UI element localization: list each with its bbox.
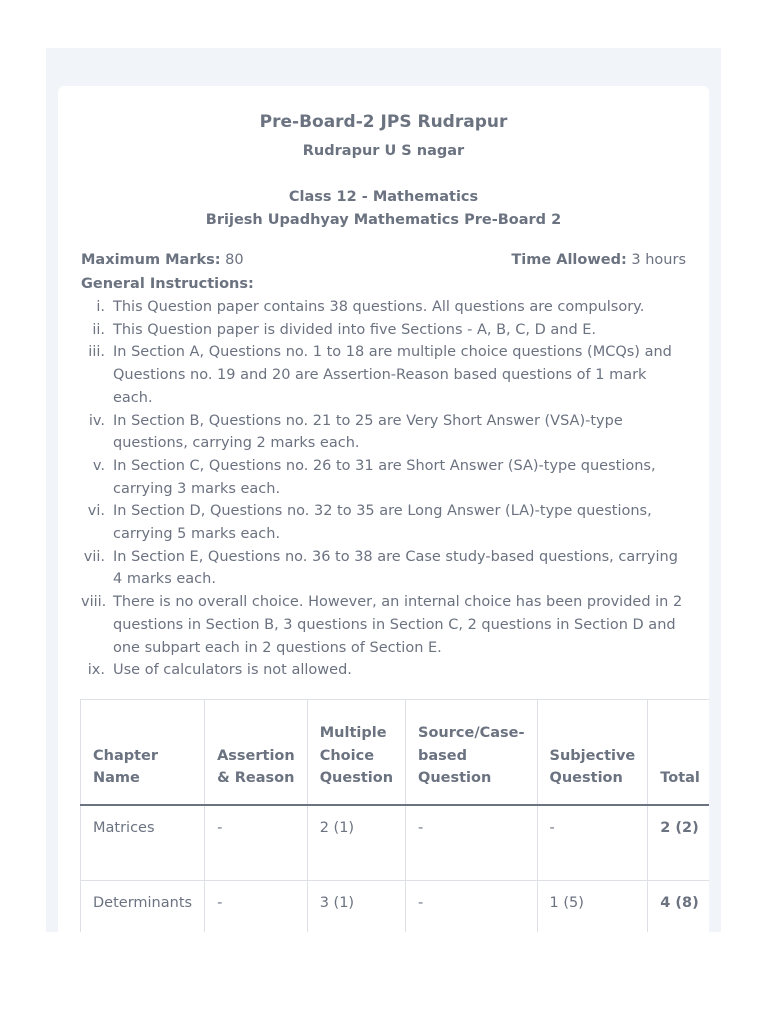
instruction-text: This Question paper is divided into five Sections - A, B, C, D and E. bbox=[113, 321, 597, 338]
instruction-number: iii. bbox=[88, 344, 105, 361]
max-marks-label: Maximum Marks: bbox=[81, 252, 221, 268]
cell-case: - bbox=[406, 881, 538, 933]
cell-total: 4 (8) bbox=[648, 881, 709, 933]
chapter-table bbox=[80, 699, 709, 932]
instruction-number: ii. bbox=[92, 321, 105, 338]
instructions-list bbox=[81, 296, 686, 682]
instruction-text: In Section C, Questions no. 26 to 31 are Short Answer (SA)-type questions, carrying 3 marks each. bbox=[113, 457, 656, 497]
cell-assertion: - bbox=[205, 881, 308, 933]
instruction-number: ix. bbox=[87, 662, 105, 679]
instruction-number: vii. bbox=[83, 548, 105, 565]
instruction-item bbox=[81, 455, 686, 500]
instruction-item bbox=[81, 546, 686, 591]
school-location: Rudrapur U S nagar bbox=[302, 143, 465, 159]
col-case-based: Source/Case-based Question bbox=[406, 700, 538, 806]
instruction-number: iv. bbox=[88, 412, 105, 429]
instructions-heading: General Instructions: bbox=[81, 276, 254, 292]
cell-total: 2 (2) bbox=[648, 805, 709, 881]
instruction-item bbox=[81, 659, 686, 682]
instruction-text: In Section E, Questions no. 36 to 38 are Case study-based questions, carrying 4 marks each. bbox=[113, 548, 678, 588]
cell-subjective: - bbox=[537, 805, 648, 881]
instruction-item bbox=[81, 410, 686, 455]
table-row bbox=[81, 805, 710, 881]
time-value: 3 hours bbox=[631, 252, 686, 268]
page-background bbox=[46, 48, 721, 932]
cell-chapter: Determinants bbox=[81, 881, 205, 933]
instruction-item bbox=[81, 591, 686, 659]
col-total: Total bbox=[648, 700, 709, 806]
col-mcq: Multiple Choice Question bbox=[307, 700, 405, 806]
instruction-item bbox=[81, 500, 686, 545]
instruction-text: There is no overall choice. However, an internal choice has been provided in 2 questions in Section B, 3 questions in Section C, 2 questions in Section D and one subpart each in 2 questions of Section E. bbox=[113, 594, 683, 656]
time-allowed bbox=[511, 252, 686, 268]
cell-case: - bbox=[406, 805, 538, 881]
cell-assertion: - bbox=[205, 805, 308, 881]
school-title: Pre-Board-2 JPS Rudrapur bbox=[259, 112, 508, 132]
cell-mcq: 2 (1) bbox=[307, 805, 405, 881]
instruction-number: i. bbox=[96, 299, 105, 315]
class-subject: Class 12 - Mathematics bbox=[288, 189, 479, 205]
instruction-item bbox=[81, 296, 686, 319]
instruction-text: In Section A, Questions no. 1 to 18 are multiple choice questions (MCQs) and Questions no. 19 and 20 are Assertion-Reason based questions of 1 mark each. bbox=[113, 344, 672, 406]
col-subjective: Subjective Question bbox=[537, 700, 648, 806]
col-assertion-reason: Assertion & Reason bbox=[205, 700, 308, 806]
table-header-row bbox=[81, 700, 710, 806]
table-row bbox=[81, 881, 710, 933]
cell-chapter: Matrices bbox=[81, 805, 205, 881]
time-label: Time Allowed: bbox=[511, 252, 627, 268]
col-chapter-name: Chapter Name bbox=[81, 700, 205, 806]
instruction-number: viii. bbox=[81, 594, 107, 611]
paper-title: Brijesh Upadhyay Mathematics Pre-Board 2 bbox=[205, 212, 562, 228]
instruction-text: In Section B, Questions no. 21 to 25 are Very Short Answer (VSA)-type questions, carrying 2 marks each. bbox=[113, 412, 623, 452]
paper-card bbox=[58, 86, 709, 932]
instruction-item bbox=[81, 319, 686, 342]
cell-mcq: 3 (1) bbox=[307, 881, 405, 933]
marks-time-row bbox=[81, 252, 686, 272]
instruction-item bbox=[81, 341, 686, 409]
instruction-text: This Question paper contains 38 questions. All questions are compulsory. bbox=[113, 299, 645, 315]
instruction-text: Use of calculators is not allowed. bbox=[113, 662, 352, 679]
instruction-number: vi. bbox=[87, 503, 105, 520]
instruction-text: In Section D, Questions no. 32 to 35 are Long Answer (LA)-type questions, carrying 5 marks each. bbox=[113, 503, 652, 543]
instruction-number: v. bbox=[92, 457, 105, 474]
cell-subjective: 1 (5) bbox=[537, 881, 648, 933]
maximum-marks bbox=[81, 252, 244, 268]
max-marks-value: 80 bbox=[225, 252, 244, 268]
